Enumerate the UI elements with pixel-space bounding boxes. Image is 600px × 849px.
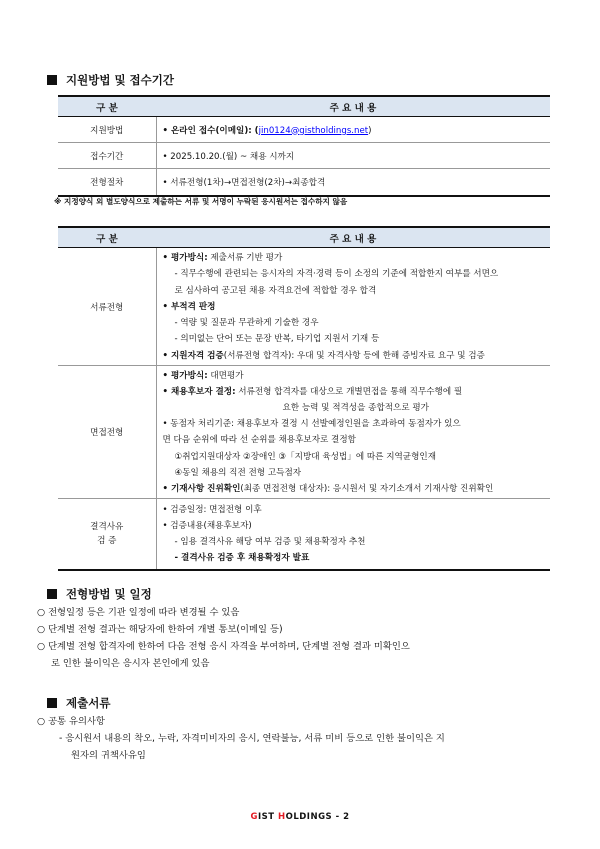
- row-label: 전형절차: [58, 169, 156, 196]
- header-category: 구 분: [58, 96, 156, 117]
- interview-line: [163, 384, 550, 400]
- table-row-document: [58, 248, 550, 366]
- interview-line: 요한 능력 및 적격성을 종합적으로 평가: [282, 403, 429, 414]
- list-item: ○ 단계별 전형 합격자에 한하여 다음 전형 응시 자격을 부여하며, 단계별 전형 결과 미확인으: [37, 641, 410, 652]
- footer-rest: OLDINGS - 2: [285, 812, 350, 822]
- method-suffix: ): [368, 125, 372, 136]
- bold-label: • 지원자격 검증: [162, 350, 224, 361]
- line-text: (서류전형 합격자): 우대 및 자격사항 등에 한해 증빙자료 요구 및 검증: [223, 350, 485, 361]
- table-row-interview: [58, 366, 550, 499]
- square-bullet-icon: [47, 75, 57, 85]
- row-label: [58, 498, 156, 570]
- interview-line: [163, 368, 550, 384]
- doc-line: - 의미없는 단어 또는 문장 반복, 타기업 지원서 기재 등: [174, 334, 380, 345]
- section-title-schedule: [47, 586, 152, 602]
- bold-label: • 평가방식:: [162, 371, 208, 382]
- doc-line: • 부적격 판정: [162, 301, 216, 312]
- row-content: [156, 366, 550, 499]
- row-content: [156, 117, 550, 143]
- result-line: - 임용 결격사유 해당 여부 검증 및 채용확정자 추천: [174, 536, 366, 547]
- doc-line: [163, 250, 550, 266]
- table-header: [58, 96, 550, 117]
- footer-g: G: [250, 812, 258, 822]
- list-item: ○ 공통 유의사항: [37, 716, 105, 727]
- screening-table: [58, 226, 550, 571]
- section-title-text: 제출서류: [66, 696, 111, 710]
- list-item: ○ 전형일정 등은 기관 일정에 따라 변경될 수 있음: [37, 607, 240, 618]
- interview-line: [163, 481, 550, 497]
- row-content: [156, 248, 550, 366]
- list-item: ○ 단계별 전형 결과는 해당자에 한하여 개별 통보(이메일 등): [37, 624, 283, 635]
- section-title-documents: [47, 695, 110, 711]
- notice-text: ※ 지정양식 외 별도양식으로 제출하는 서류 및 서명이 누락된 응시원서는 접수하지 않음: [54, 197, 348, 206]
- line-text: (최종 면접전형 대상자): 응시원서 및 자기소개서 기재사항 진위확인: [240, 483, 494, 494]
- line-text: 서류전형 합격자를 대상으로 개별면접을 통해 직무수행에 필: [235, 387, 463, 398]
- table-row: [58, 143, 550, 169]
- bold-label: • 채용후보자 결정:: [162, 387, 236, 398]
- footer-ist: IST: [257, 812, 278, 822]
- row-label: 면접전형: [58, 366, 156, 499]
- schedule-list: [37, 604, 557, 672]
- doc-line: [163, 348, 550, 364]
- method-prefix: • 온라인 접수(이메일): (: [162, 125, 259, 136]
- list-item: 원자의 귀책사유임: [71, 750, 146, 761]
- footer-h: H: [277, 812, 286, 822]
- row-content: [156, 498, 550, 570]
- header-content: 주 요 내 용: [156, 227, 550, 248]
- doc-line: 로 심사하여 공고된 채용 자격요건에 적합할 경우 합격: [174, 285, 377, 296]
- table-row: [58, 117, 550, 143]
- row-content: • 서류전형(1차)→면접전형(2차)→최종합격: [156, 169, 550, 196]
- documents-list: [37, 713, 557, 764]
- list-item: - 응시원서 내용의 착오, 누락, 자격미비자의 응시, 연락불능, 서류 미비 등으로 인한 불이익은 지: [59, 733, 445, 744]
- interview-line: ④동일 채용의 직전 전형 고득점자: [174, 467, 302, 478]
- doc-line: - 직무수행에 관련되는 응시자의 자격·경력 등이 소정의 기준에 적합한지 여부를 서면으: [174, 269, 499, 280]
- table-header: [58, 227, 550, 248]
- square-bullet-icon: [47, 589, 57, 599]
- result-line: • 검증일정: 면접전형 이후: [162, 504, 262, 515]
- table-row: [58, 169, 550, 196]
- label-line: 검 증: [97, 536, 117, 547]
- row-label: 지원방법: [58, 117, 156, 143]
- result-line: • 검증내용(채용후보자): [162, 520, 252, 531]
- doc-line: - 역량 및 질문과 무관하게 기술한 경우: [174, 318, 319, 329]
- header-content: 주 요 내 용: [156, 96, 550, 117]
- interview-line: • 동점자 처리기준: 채용후보자 결정 시 선발예정인원을 초과하여 동점자가 있으: [162, 419, 461, 430]
- page-footer: [0, 812, 600, 822]
- row-label: 접수기간: [58, 143, 156, 169]
- interview-line: 면 다음 순위에 따라 선 순위를 채용후보자로 결정함: [162, 435, 356, 446]
- result-line: - 결격사유 검증 후 채용확정자 발표: [174, 552, 310, 563]
- square-bullet-icon: [47, 698, 57, 708]
- bold-label: • 기재사항 진위확인: [162, 483, 241, 494]
- table-row-result: [58, 498, 550, 570]
- interview-line: ①취업지원대상자 ②장애인 ③「지방대 육성법」에 따른 지역균형인재: [174, 451, 436, 462]
- section-title-text: 전형방법 및 일정: [66, 587, 152, 601]
- application-table: [58, 95, 550, 197]
- line-text: 대면평가: [207, 371, 244, 382]
- label-line: 결격사유: [90, 522, 124, 533]
- bold-label: • 평가방식:: [162, 253, 208, 263]
- row-content: • 2025.10.20.(월) ~ 채용 시까지: [156, 143, 550, 169]
- section-title-text: 지원방법 및 접수기간: [66, 73, 174, 87]
- email-link[interactable]: jin0124@gistholdings.net: [258, 125, 369, 136]
- line-text: 제출서류 기반 평가: [207, 253, 283, 263]
- list-item: 로 인한 불이익은 응시자 본인에게 있음: [51, 658, 210, 669]
- row-label: 서류전형: [58, 248, 156, 366]
- header-category: 구 분: [58, 227, 156, 248]
- section-title-application: [47, 72, 174, 88]
